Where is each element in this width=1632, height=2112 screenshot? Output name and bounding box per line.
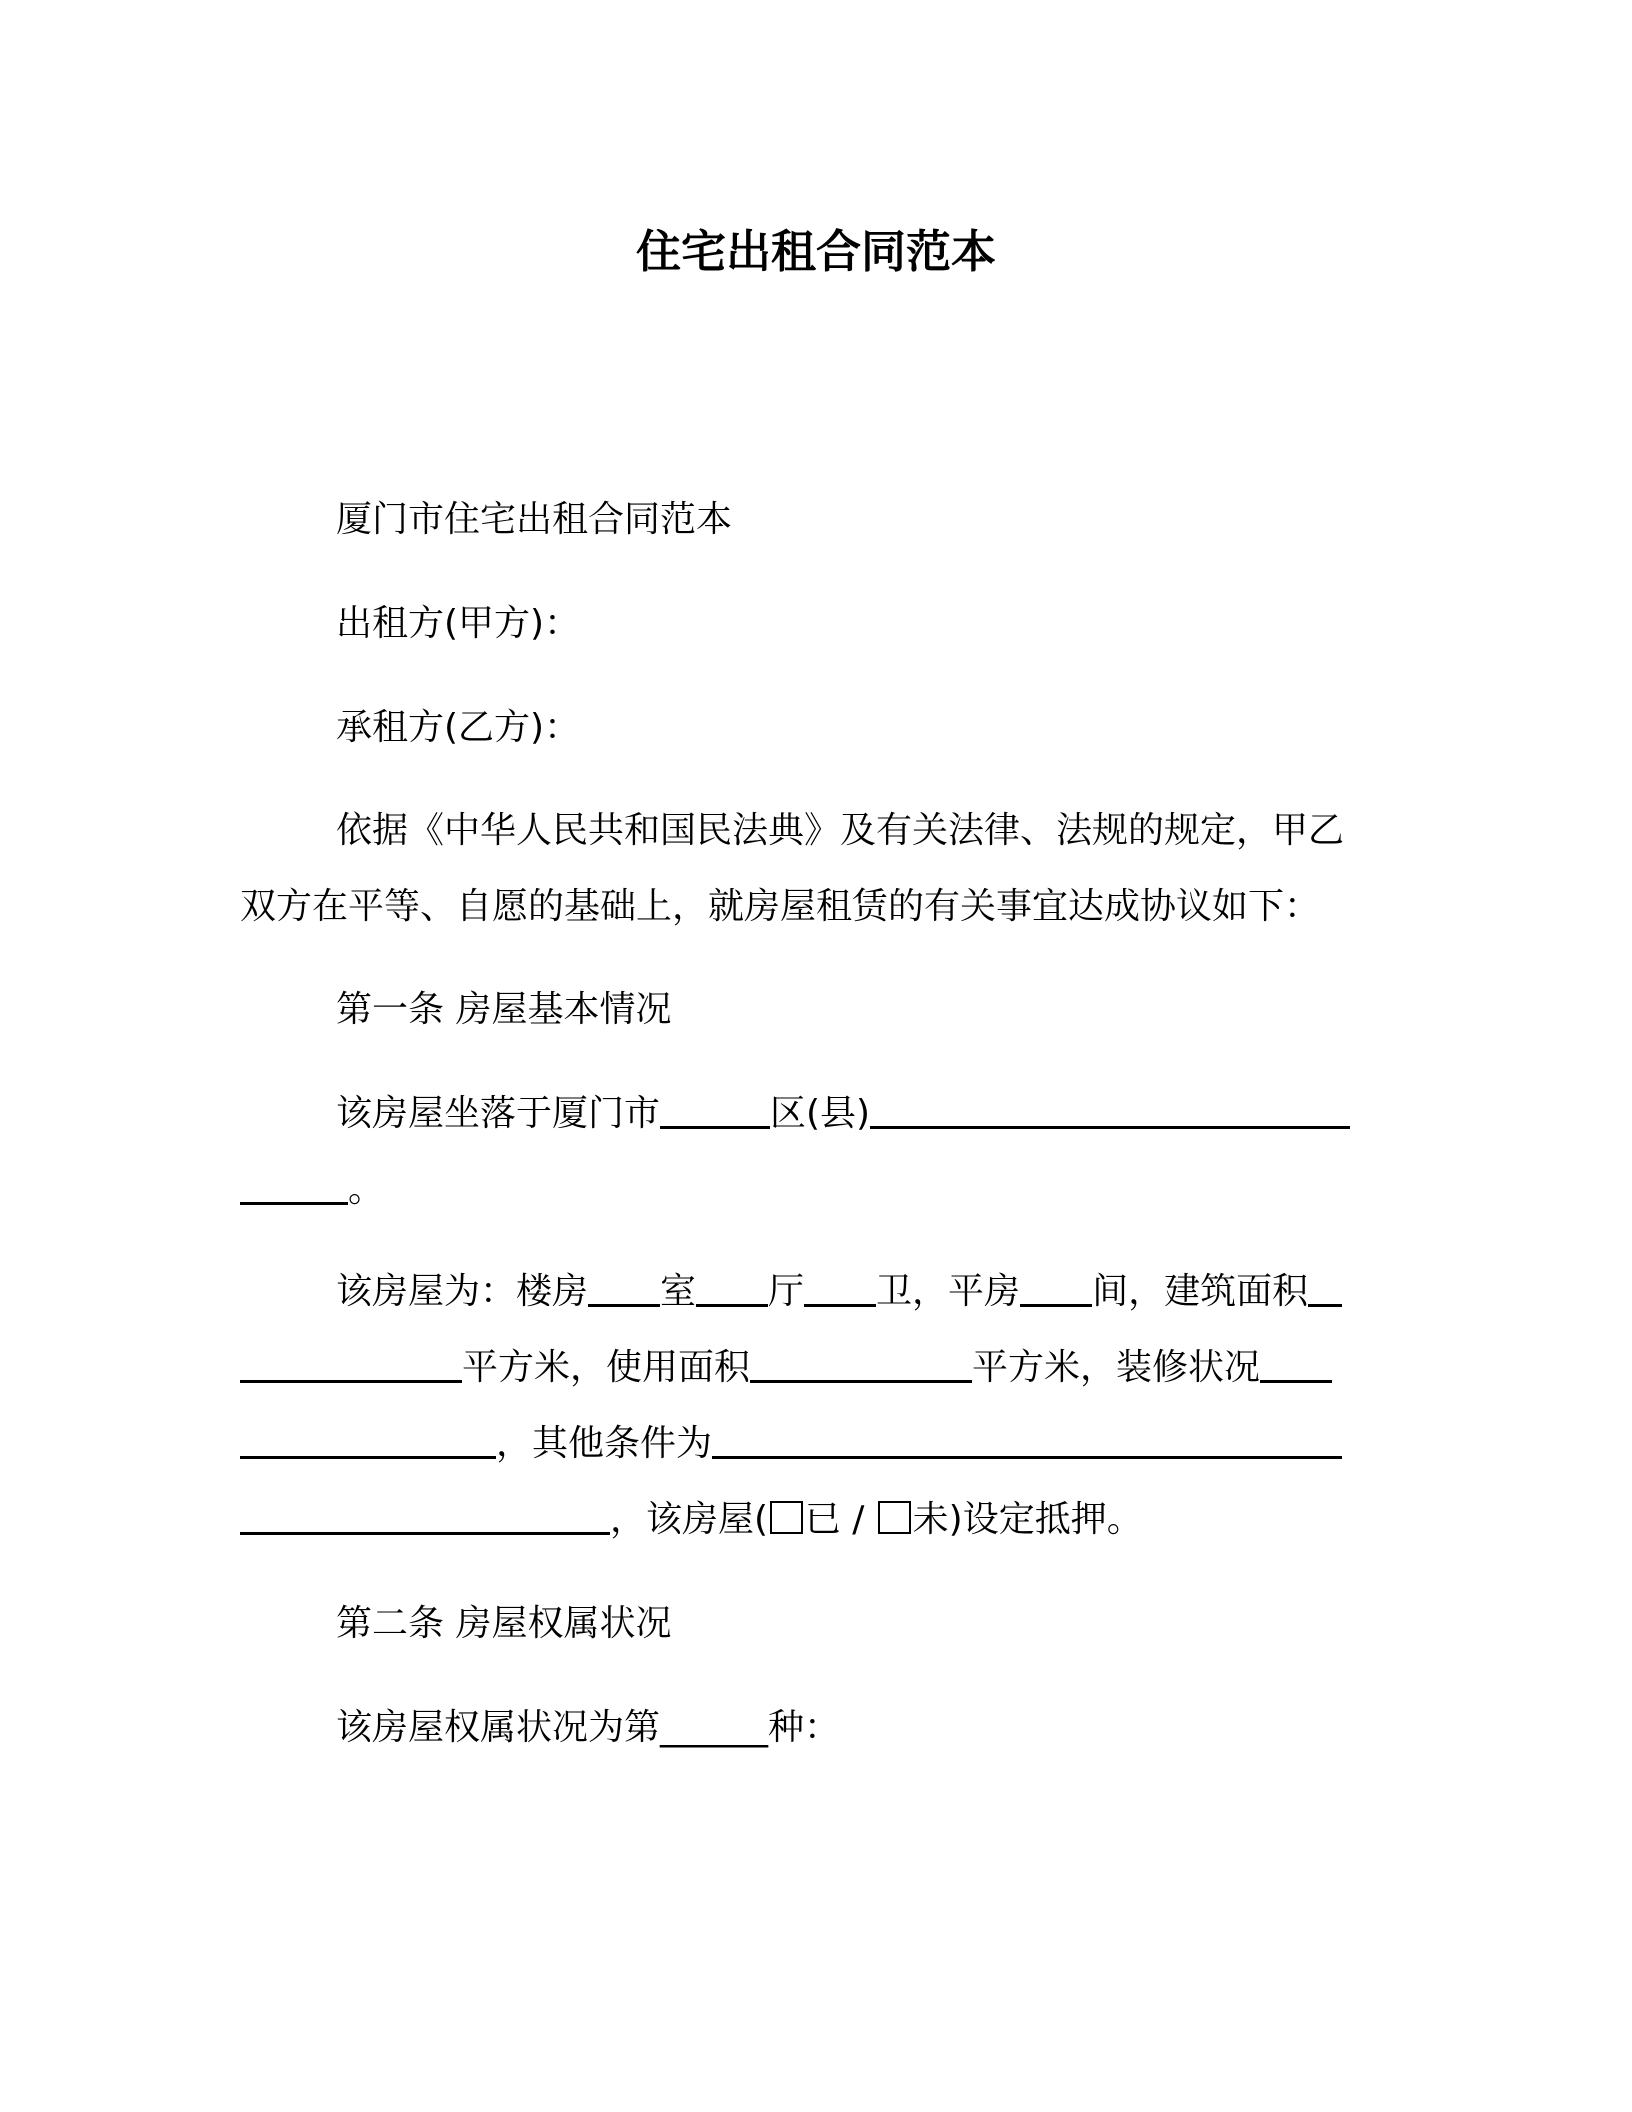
hall-label: 厅: [768, 1271, 805, 1312]
other-label: ，其他条件为: [496, 1423, 713, 1464]
lessee-label: 承租方(乙方)：: [336, 707, 581, 748]
article-1-heading: 第一条 房屋基本情况: [336, 989, 672, 1030]
building-area-blank-cont: [240, 1344, 462, 1383]
mortgage-prefix: ，该房屋(: [610, 1499, 769, 1540]
location-line: [336, 1090, 1350, 1138]
house-line-3: [240, 1420, 1342, 1468]
mortgage-yes-checkbox[interactable]: [770, 1501, 803, 1534]
ownership-underscores: ______: [660, 1707, 769, 1748]
hall-count-blank: [696, 1268, 768, 1307]
room-label: 室: [660, 1271, 697, 1312]
house-line-4: [240, 1496, 1143, 1544]
lessor-label: 出租方(甲方)：: [336, 603, 581, 644]
sqm-use-label: 平方米，使用面积: [462, 1347, 751, 1388]
location-line-cont: [240, 1166, 384, 1214]
intro-line-2: 双方在平等、自愿的基础上，就房屋租赁的有关事宜达成协议如下：: [240, 886, 1321, 927]
district-label: 区(县): [770, 1093, 871, 1134]
document-subtitle: 厦门市住宅出租合同范本: [336, 499, 733, 540]
house-line-1: [336, 1268, 1342, 1316]
bath-count-blank: [804, 1268, 876, 1307]
sqm-decor-label: 平方米，装修状况: [972, 1347, 1261, 1388]
house-line-2: [240, 1344, 1332, 1392]
district-blank: [660, 1090, 770, 1129]
ownership-suffix: 种：: [768, 1707, 841, 1748]
intro-line-1: 依据《中华人民共和国民法典》及有关法律、法规的规定，甲乙: [336, 810, 1345, 851]
address-blank-cont: [240, 1166, 348, 1205]
location-end: 。: [348, 1169, 385, 1210]
jian-count-blank: [1020, 1268, 1092, 1307]
room-count-blank: [588, 1268, 660, 1307]
ownership-line: [336, 1704, 840, 1752]
other-conditions-blank-cont: [240, 1496, 610, 1535]
location-prefix: 该房屋坐落于厦门市: [336, 1093, 661, 1134]
mortgage-yes-label: 已 /: [804, 1499, 876, 1540]
other-conditions-blank: [712, 1420, 1342, 1459]
usable-area-blank: [750, 1344, 972, 1383]
decoration-blank: [1260, 1344, 1332, 1383]
ownership-prefix: 该房屋权属状况为第: [336, 1707, 661, 1748]
mortgage-no-label: 未)设定抵押。: [912, 1499, 1143, 1540]
building-area-blank: [1308, 1268, 1342, 1307]
document-title: 住宅出租合同范本: [635, 225, 996, 278]
mortgage-no-checkbox[interactable]: [878, 1501, 911, 1534]
decoration-blank-cont: [240, 1420, 496, 1459]
house-prefix: 该房屋为：楼房: [336, 1271, 589, 1312]
address-blank: [870, 1090, 1350, 1129]
article-2-heading: 第二条 房屋权属状况: [336, 1603, 672, 1644]
jian-label: 间，建筑面积: [1092, 1271, 1309, 1312]
bath-label: 卫，平房: [876, 1271, 1021, 1312]
